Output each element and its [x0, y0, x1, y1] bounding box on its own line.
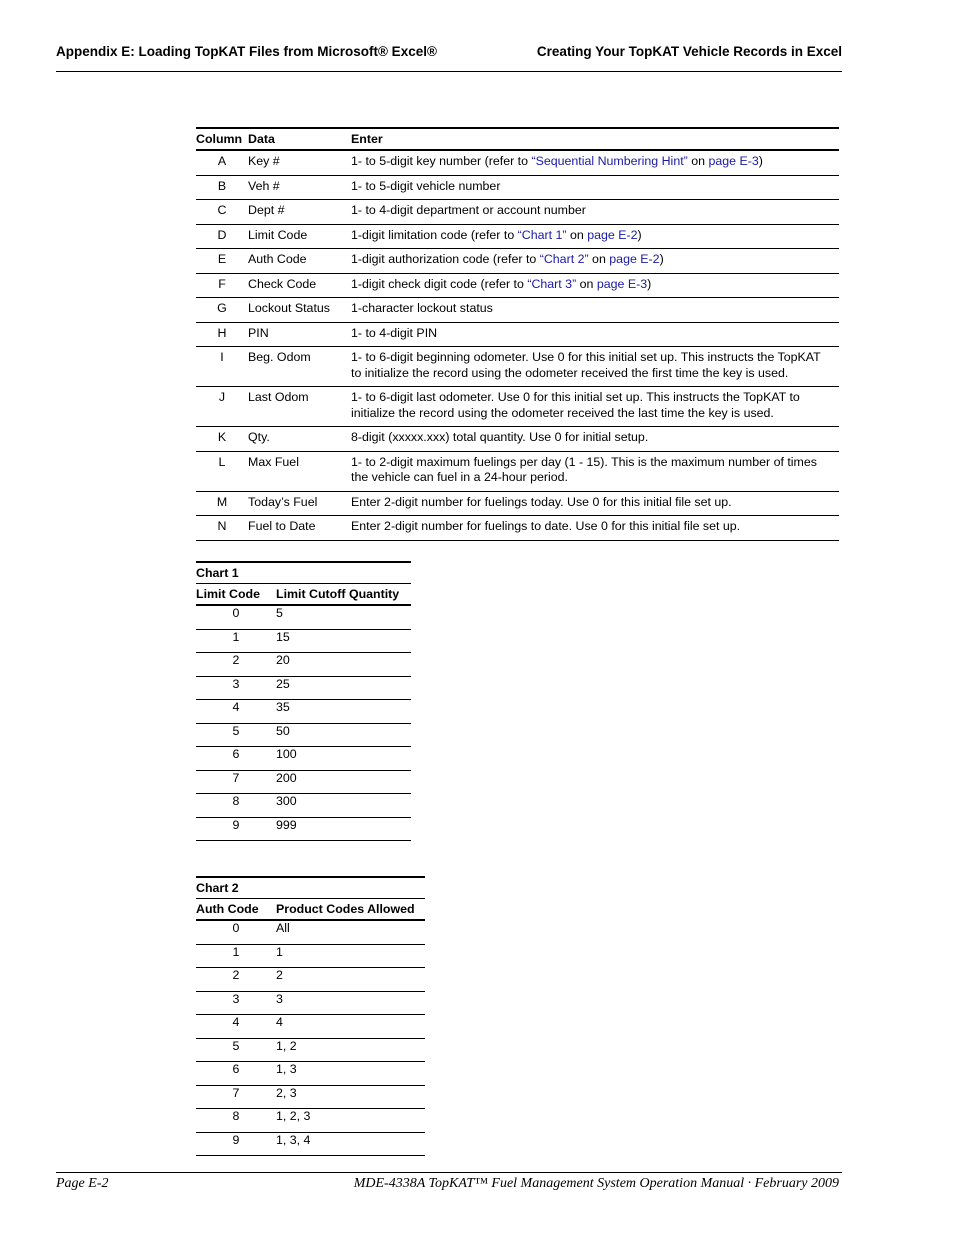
- cell-data-name: Check Code: [248, 273, 351, 298]
- table-row: [196, 224, 839, 249]
- table-row: [196, 1015, 425, 1039]
- description-text: 1- to 6-digit beginning odometer. Use 0 for this initial set up. This instructs the TopKAT to initialize the record using the odometer received the first time the key is used.: [351, 350, 821, 380]
- cell-data-name: PIN: [248, 322, 351, 347]
- cell-value: 100: [276, 747, 411, 771]
- table-row: [196, 1085, 425, 1109]
- cell-enter-description: [351, 200, 839, 225]
- cell-enter-description: [351, 273, 839, 298]
- cell-enter-description: [351, 347, 839, 387]
- description-text: 8-digit (xxxxx.xxx) total quantity. Use 0 for initial setup.: [351, 430, 649, 444]
- cross-reference-link[interactable]: page E-3: [596, 276, 648, 291]
- cell-data-name: Beg. Odom: [248, 347, 351, 387]
- cell-data-name: Key #: [248, 150, 351, 175]
- header-data: Data: [248, 128, 351, 150]
- cell-column-letter: L: [196, 451, 248, 491]
- cell-code: 9: [196, 817, 276, 841]
- cell-column-letter: E: [196, 249, 248, 274]
- table-row: [196, 200, 839, 225]
- cell-value: 2, 3: [276, 1085, 425, 1109]
- cell-value: 999: [276, 817, 411, 841]
- chart-1-header-code: Limit Code: [196, 584, 276, 606]
- cell-value: 5: [276, 605, 411, 629]
- table-row: [196, 1132, 425, 1156]
- table-row: [196, 347, 839, 387]
- cell-data-name: Lockout Status: [248, 298, 351, 323]
- table-row: [196, 723, 411, 747]
- cell-value: 15: [276, 629, 411, 653]
- cell-code: 2: [196, 968, 276, 992]
- cell-data-name: Auth Code: [248, 249, 351, 274]
- header-right: Creating Your TopKAT Vehicle Records in Excel: [536, 44, 842, 59]
- cross-reference-link[interactable]: page E-3: [708, 154, 759, 168]
- table-row: [196, 747, 411, 771]
- cell-value: 25: [276, 676, 411, 700]
- header-rule: [56, 71, 842, 72]
- header-left: Appendix E: Loading TopKAT Files from Microsoft® Excel®: [56, 44, 437, 59]
- cell-value: 300: [276, 794, 411, 818]
- cell-code: 7: [196, 770, 276, 794]
- header-column: Column: [196, 128, 248, 150]
- description-text: 1- to 5-digit vehicle number: [351, 178, 501, 193]
- chart-1-caption: Chart 1: [196, 562, 411, 584]
- cell-value: 20: [276, 653, 411, 677]
- description-text: 1- to 4-digit PIN: [351, 325, 438, 340]
- cell-data-name: Dept #: [248, 200, 351, 225]
- table-row: [196, 817, 411, 841]
- chart-2-header-value: Product Codes Allowed: [276, 899, 425, 921]
- cell-value: All: [276, 920, 425, 944]
- cross-reference-link[interactable]: “Chart 1”: [517, 227, 567, 242]
- table-row: [196, 273, 839, 298]
- cell-enter-description: [351, 249, 839, 274]
- description-text: ): [647, 276, 652, 291]
- cell-value: 1: [276, 944, 425, 968]
- cross-reference-link[interactable]: page E-2: [609, 252, 660, 266]
- description-text: ): [637, 227, 642, 242]
- cell-column-letter: H: [196, 322, 248, 347]
- cell-value: 1, 2, 3: [276, 1109, 425, 1133]
- table-row: [196, 770, 411, 794]
- chart-2-table: [196, 876, 425, 1156]
- description-text: 1- to 4-digit department or account number: [351, 203, 586, 217]
- cross-reference-link[interactable]: page E-2: [587, 227, 638, 242]
- footer-manual-title: MDE-4338A TopKAT™ Fuel Management System Operation Manual · February 2009: [353, 1176, 839, 1191]
- cell-code: 6: [196, 1062, 276, 1086]
- cell-value: 50: [276, 723, 411, 747]
- cell-code: 4: [196, 1015, 276, 1039]
- cell-code: 1: [196, 944, 276, 968]
- table-row: [196, 920, 425, 944]
- cell-value: 2: [276, 968, 425, 992]
- table-row: [196, 491, 839, 516]
- cell-enter-description: [351, 427, 839, 452]
- cell-enter-description: [351, 516, 839, 541]
- table-row: [196, 150, 839, 175]
- column-data-table: [196, 127, 839, 541]
- cell-column-letter: G: [196, 298, 248, 323]
- description-text: on: [588, 252, 610, 266]
- chart-2-caption: Chart 2: [196, 877, 425, 899]
- cell-code: 1: [196, 629, 276, 653]
- description-text: 1-digit check digit code (refer to: [351, 276, 528, 291]
- cell-code: 5: [196, 723, 276, 747]
- header-enter: Enter: [351, 128, 839, 150]
- table-row: [196, 249, 839, 274]
- page-footer: [56, 1176, 839, 1192]
- footer-rule: [56, 1172, 842, 1173]
- chart-2-header-row: [196, 899, 425, 921]
- cell-value: 1, 3, 4: [276, 1132, 425, 1156]
- table-row: [196, 968, 425, 992]
- table-row: [196, 991, 425, 1015]
- table-row: [196, 944, 425, 968]
- cell-data-name: Max Fuel: [248, 451, 351, 491]
- cell-code: 5: [196, 1038, 276, 1062]
- table-row: [196, 700, 411, 724]
- cell-column-letter: D: [196, 224, 248, 249]
- cell-data-name: Last Odom: [248, 387, 351, 427]
- cell-enter-description: [351, 298, 839, 323]
- cell-enter-description: [351, 150, 839, 175]
- table-row: [196, 516, 839, 541]
- cell-code: 0: [196, 605, 276, 629]
- cell-enter-description: [351, 322, 839, 347]
- cell-value: 3: [276, 991, 425, 1015]
- description-text: 1-character lockout status: [351, 301, 493, 315]
- cell-code: 8: [196, 794, 276, 818]
- cell-code: 7: [196, 1085, 276, 1109]
- description-text: ): [758, 154, 763, 168]
- table-row: [196, 605, 411, 629]
- table-row: [196, 653, 411, 677]
- table-header-row: [196, 128, 839, 150]
- cell-enter-description: [351, 491, 839, 516]
- cell-column-letter: K: [196, 427, 248, 452]
- table-row: [196, 387, 839, 427]
- chart-1-header-value: Limit Cutoff Quantity: [276, 584, 411, 606]
- description-text: 1-digit authorization code (refer to: [351, 252, 540, 266]
- table-row: [196, 298, 839, 323]
- cell-column-letter: J: [196, 387, 248, 427]
- table-row: [196, 322, 839, 347]
- table-row: [196, 1038, 425, 1062]
- description-text: on: [566, 227, 588, 242]
- cell-column-letter: B: [196, 175, 248, 200]
- cell-column-letter: A: [196, 150, 248, 175]
- description-text: 1- to 6-digit last odometer. Use 0 for this initial set up. This instructs the TopKAT to initialize the record using the odometer received the last time the key is used.: [351, 390, 800, 420]
- table-row: [196, 629, 411, 653]
- chart-2-header-code: Auth Code: [196, 899, 276, 921]
- cross-reference-link[interactable]: “Sequential Numbering Hint”: [531, 154, 688, 168]
- description-text: on: [687, 154, 709, 168]
- cell-enter-description: [351, 224, 839, 249]
- cell-code: 8: [196, 1109, 276, 1133]
- cell-value: 1, 2: [276, 1038, 425, 1062]
- cell-value: 200: [276, 770, 411, 794]
- cell-data-name: Fuel to Date: [248, 516, 351, 541]
- cross-reference-link[interactable]: “Chart 3”: [527, 276, 577, 291]
- cell-code: 6: [196, 747, 276, 771]
- cell-data-name: Qty.: [248, 427, 351, 452]
- table-row: [196, 427, 839, 452]
- table-row: [196, 451, 839, 491]
- cell-enter-description: [351, 175, 839, 200]
- cell-code: 2: [196, 653, 276, 677]
- page-header: [56, 44, 842, 59]
- cell-code: 0: [196, 920, 276, 944]
- description-text: on: [576, 276, 597, 291]
- description-text: 1- to 2-digit maximum fuelings per day (1 - 15). This is the maximum number of times the vehicle can fuel in a 24-hour period.: [351, 454, 817, 484]
- chart-1-table: [196, 561, 411, 841]
- cell-value: 35: [276, 700, 411, 724]
- cell-column-letter: M: [196, 491, 248, 516]
- table-row: [196, 1109, 425, 1133]
- cell-value: 4: [276, 1015, 425, 1039]
- description-text: Enter 2-digit number for fuelings to date. Use 0 for this initial file set up.: [351, 519, 741, 533]
- cell-value: 1, 3: [276, 1062, 425, 1086]
- cell-data-name: Limit Code: [248, 224, 351, 249]
- description-text: ): [659, 252, 664, 266]
- cell-code: 3: [196, 991, 276, 1015]
- cell-column-letter: F: [196, 273, 248, 298]
- cross-reference-link[interactable]: “Chart 2”: [539, 252, 589, 266]
- table-row: [196, 175, 839, 200]
- cell-data-name: Veh #: [248, 175, 351, 200]
- chart-1-header-row: [196, 584, 411, 606]
- footer-page-number: Page E-2: [56, 1176, 109, 1191]
- table-row: [196, 676, 411, 700]
- cell-code: 3: [196, 676, 276, 700]
- cell-column-letter: I: [196, 347, 248, 387]
- cell-code: 9: [196, 1132, 276, 1156]
- cell-enter-description: [351, 451, 839, 491]
- cell-code: 4: [196, 700, 276, 724]
- cell-column-letter: N: [196, 516, 248, 541]
- description-text: 1-digit limitation code (refer to: [351, 227, 518, 242]
- cell-column-letter: C: [196, 200, 248, 225]
- cell-enter-description: [351, 387, 839, 427]
- description-text: Enter 2-digit number for fuelings today. Use 0 for this initial file set up.: [351, 494, 732, 509]
- table-row: [196, 1062, 425, 1086]
- table-row: [196, 794, 411, 818]
- cell-data-name: Today’s Fuel: [248, 491, 351, 516]
- description-text: 1- to 5-digit key number (refer to: [351, 154, 532, 168]
